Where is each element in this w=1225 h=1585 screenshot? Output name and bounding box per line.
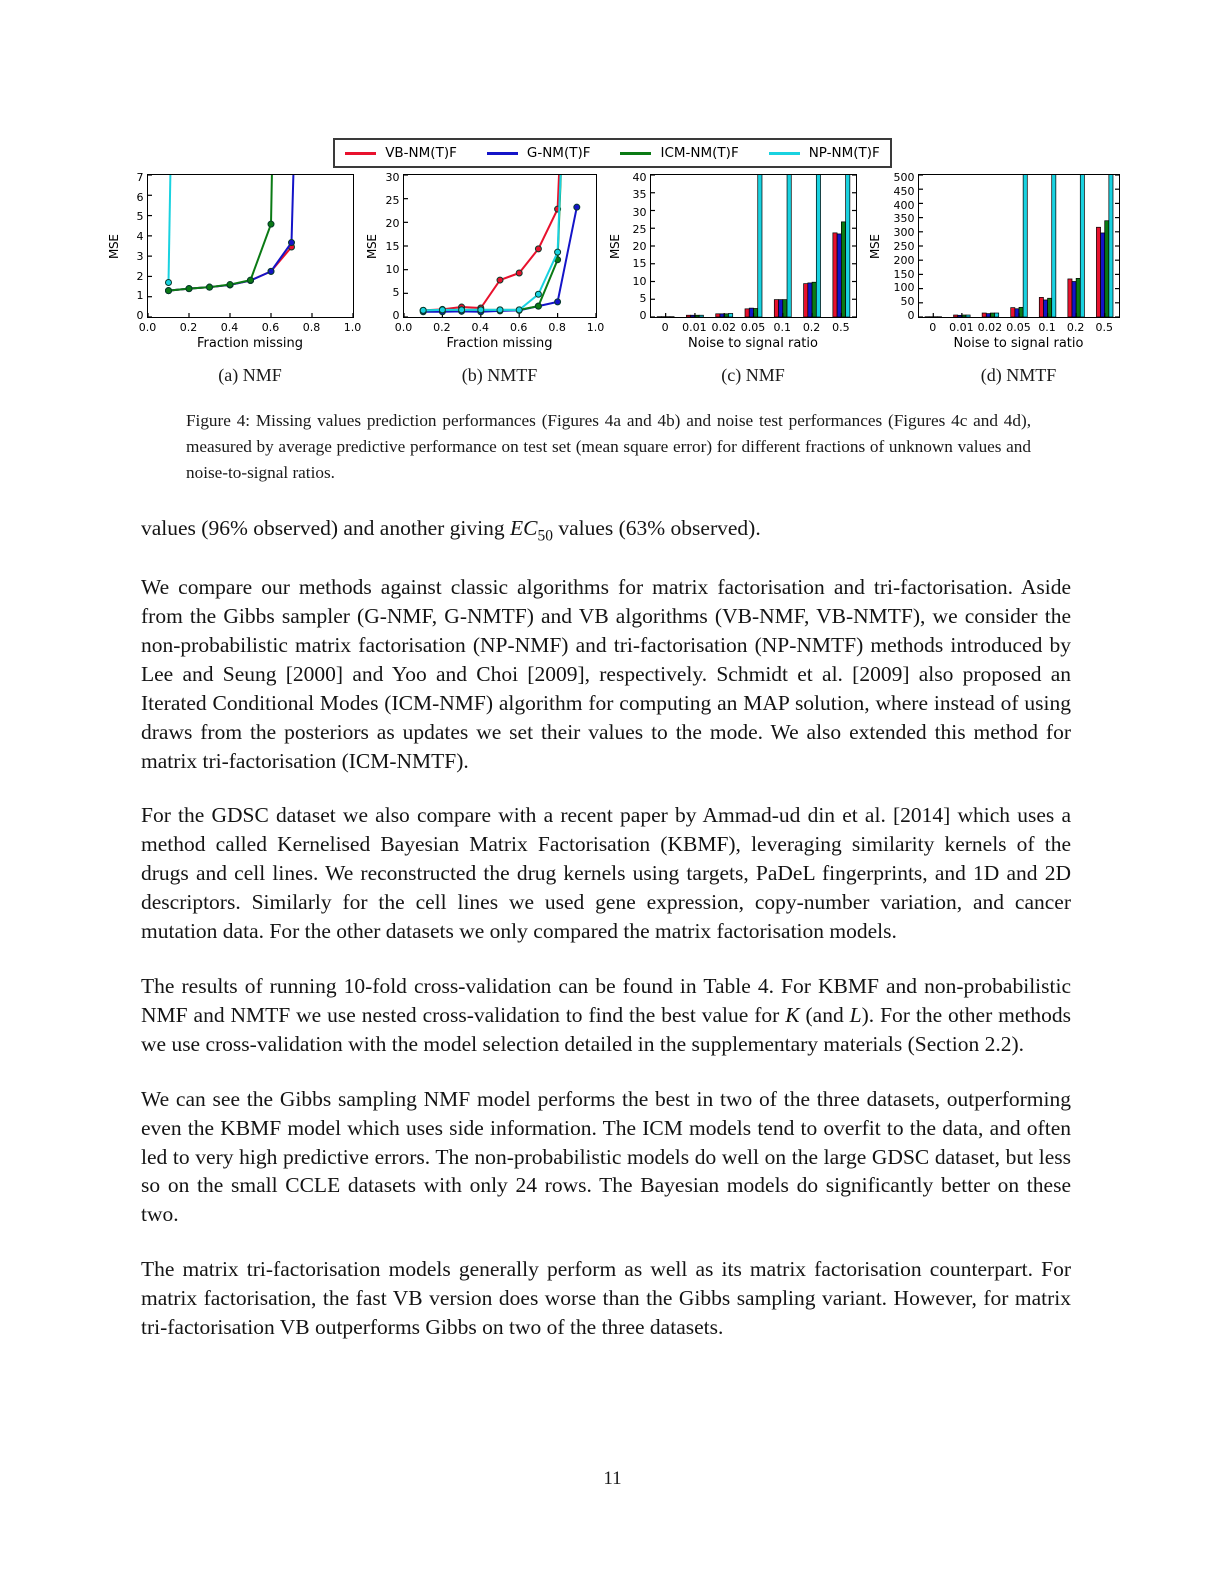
data-point-marker: [458, 307, 464, 313]
legend-line-icon: [620, 152, 651, 155]
figure-caption: Figure 4: Missing values prediction performances (Figures 4a and 4b) and noise test performances (Figures 4c and 4d), measured by average predictive performance on test set (mean square error) for different fractions of unknown values and noise-to-signal ratios.: [186, 411, 1031, 483]
bar: [745, 309, 749, 317]
page-number: 11: [603, 1468, 622, 1489]
bar: [1047, 298, 1051, 317]
legend-item-0: [345, 145, 457, 161]
x-tick-label: 0.05: [740, 321, 766, 334]
x-tick-label: 0: [929, 321, 937, 334]
bar: [832, 233, 836, 317]
x-tick-label: 0.1: [1038, 321, 1056, 334]
paragraph-0: values (96% observed) and another giving $EC_{50}$ values (63% observed).: [141, 516, 761, 545]
data-point-marker: [165, 280, 171, 286]
x-tick-labels: [651, 319, 856, 335]
x-tick-label: 0.2: [802, 321, 821, 334]
bar: [841, 222, 845, 317]
bar: [837, 234, 841, 317]
data-point-marker: [477, 307, 483, 313]
data-point-marker: [573, 204, 579, 210]
bar: [990, 313, 994, 317]
subfigure-caption-3: (d) NMTF: [980, 365, 1057, 385]
x-tick-label: 0.6: [509, 321, 528, 334]
x-tick-label: 0.02: [977, 321, 1003, 334]
axes-wrapper: [867, 171, 1120, 322]
x-tick-label: 0.5: [1095, 321, 1113, 334]
bar: [694, 315, 698, 317]
paragraph-2: For the GDSC dataset we also compare with a recent paper by Ammad-ud din et al. [2014] which uses a method called Kernelised Bayesian Matrix Factorisation (KBMF), leveraging similarity kernels of the drugs and cell lines. We reconstructed the drug kernels using targets, PaDeL fingerprints, and 1D and 2D descriptors. Similarly for the cell lines we used gene expression, copy-number variation, and cancer mutation data. For the other datasets we only compared the matrix factorisation models.: [141, 803, 1071, 944]
bar: [994, 313, 998, 317]
x-tick-label: 0.2: [433, 321, 451, 334]
bar: [807, 283, 811, 317]
series-line: [168, 175, 312, 291]
bar: [966, 315, 970, 317]
bar: [1096, 227, 1100, 317]
chart-panel-0: [106, 171, 362, 386]
x-tick-label: 0.4: [220, 321, 239, 334]
body-text: [141, 514, 1071, 1342]
series-line: [423, 175, 577, 310]
plot-area: [403, 174, 597, 318]
figure-4: [0, 138, 1225, 386]
legend-item-1: [487, 145, 591, 161]
legend-item-2: [620, 145, 738, 161]
bar: [782, 300, 786, 317]
bar: [690, 315, 694, 317]
paragraph-3: The results of running 10-fold cross-validation can be found in Table 4. For KBMF and non-probabilistic NMF and NMTF we use nested cross-validation to find the best value for K (and L). For the other methods we use cross-validation with the model selection detailed in the supplementary materials (Section 2.2).: [141, 973, 1072, 1056]
bar: [1072, 282, 1076, 318]
x-tick-labels: [394, 319, 605, 335]
bar: [1023, 175, 1027, 317]
bar: [953, 315, 957, 317]
bar: [728, 313, 732, 317]
x-axis-label: Fraction missing: [197, 336, 303, 351]
bar: [749, 308, 753, 317]
bar: [724, 314, 728, 317]
bar: [816, 175, 820, 317]
x-tick-label: 1.0: [586, 321, 605, 334]
chart-panel-2: [607, 171, 857, 386]
bar: [986, 314, 990, 317]
figure-legend-row: [0, 138, 1225, 168]
x-axis-label: Fraction missing: [446, 336, 553, 351]
x-tick-label: 0.6: [261, 321, 280, 334]
x-tick-labels: [919, 319, 1119, 335]
y-axis-label: MSE: [364, 234, 379, 259]
legend-label: G-NM(T)F: [526, 145, 591, 161]
legend-line-icon: [769, 152, 800, 155]
x-tick-label: 0.0: [138, 321, 157, 334]
bar: [1039, 297, 1043, 317]
y-axis-label: MSE: [607, 234, 622, 259]
data-point-marker: [516, 270, 522, 276]
bar: [753, 308, 757, 317]
subfigure-caption-2: (c) NMF: [721, 365, 785, 385]
bar: [1043, 300, 1047, 317]
bar: [845, 175, 849, 317]
bar: [1019, 307, 1023, 317]
data-point-marker: [268, 268, 274, 274]
y-axis-label: MSE: [106, 234, 121, 259]
y-tick-labels: 7 6 5 4 3 2 1 0: [136, 171, 144, 322]
bar: [1014, 309, 1018, 317]
y-axis-label: MSE: [867, 234, 882, 259]
bar: [1080, 175, 1084, 317]
x-tick-label: 0.0: [394, 321, 413, 334]
data-point-marker: [165, 288, 171, 294]
data-point-marker: [247, 277, 253, 283]
bar: [957, 315, 961, 317]
bar: [774, 300, 778, 317]
bar: [757, 175, 761, 317]
y-tick-labels: 500 450 400 350 300 250 200 150 100 50 0: [893, 171, 915, 322]
x-tick-label: 0.5: [832, 321, 850, 334]
figure-legend: [333, 138, 892, 168]
bar: [715, 314, 719, 317]
plot-area: [147, 174, 354, 318]
paragraph-1: We compare our methods against classic algorithms for matrix factorisation and tri-factorisation. Aside from the Gibbs sampler (G-NMF, G-NMTF) and VB algorithms (VB-NMF, VB-NMTF), we consider the non-probabilistic matrix factorisation (NP-NMF) and tri-factorisation (NP-NMTF) methods introduced by Lee and Seung [2000] and Yoo and Choi [2009], respectively. Schmidt et al. [2009] also proposed an Iterated Conditional Modes (ICM-NMF) algorithm for computing an MAP solution, where instead of using draws from the posteriors as updates we set their values to the mode. We also extended this method for matrix tri-factorisation (ICM-NMTF).: [141, 575, 1071, 773]
bar: [1108, 175, 1112, 317]
x-tick-label: 0.01: [949, 321, 974, 334]
x-tick-label: 0: [661, 321, 669, 334]
figure-panels: [0, 171, 1225, 386]
x-tick-label: 0.8: [302, 321, 321, 334]
bar: [1100, 233, 1104, 317]
bar: [1076, 278, 1080, 317]
legend-label: NP-NM(T)F: [808, 145, 880, 161]
axes-wrapper: [607, 171, 857, 322]
bar: [686, 315, 690, 317]
paragraph-4: We can see the Gibbs sampling NMF model performs the best in two of the three datasets, outperforming even the KBMF model which uses side information. The ICM models tend to overfit to the data, and often led to very high predictive errors. The non-probabilistic models do well on the large GDSC dataset, but less so on the small CCLE datasets with only 24 rows. The Bayesian models do significantly better on these two.: [141, 1086, 1071, 1227]
x-tick-label: 1.0: [343, 321, 362, 334]
bar: [1104, 221, 1108, 317]
legend-label: VB-NM(T)F: [385, 145, 457, 161]
axes-wrapper: [364, 171, 597, 322]
series-line: [423, 175, 577, 310]
bar: [699, 315, 703, 317]
data-point-marker: [186, 286, 192, 292]
subfigure-caption-1: (b) NMTF: [461, 365, 538, 385]
ec50-symbol: EC: [509, 516, 538, 540]
x-tick-label: 0.02: [711, 321, 736, 334]
series-line: [168, 175, 189, 283]
chart-panel-3: [867, 171, 1120, 386]
bar: [1010, 308, 1014, 317]
x-tick-labels: [138, 319, 362, 335]
x-tick-label: 0.2: [179, 321, 198, 334]
x-axis-label: Noise to signal ratio: [688, 336, 818, 351]
data-point-marker: [439, 307, 445, 313]
x-tick-label: 0.8: [548, 321, 566, 334]
bar: [719, 314, 723, 317]
bar: [787, 175, 791, 317]
y-tick-labels: 40 35 30 25 20 15 10 5 0: [632, 171, 647, 322]
bar: [1067, 279, 1071, 317]
data-point-marker: [554, 299, 560, 305]
data-point-marker: [497, 307, 503, 313]
data-point-marker: [206, 284, 212, 290]
data-point-marker: [227, 282, 233, 288]
x-tick-label: 0.2: [1066, 321, 1085, 334]
bar: [778, 300, 782, 317]
x-tick-label: 0.1: [773, 321, 792, 334]
data-point-marker: [516, 307, 522, 313]
data-point-marker: [535, 291, 541, 297]
legend-line-icon: [487, 152, 518, 155]
data-point-marker: [268, 221, 274, 227]
bar: [812, 282, 816, 317]
data-point-marker: [288, 240, 294, 246]
y-tick-labels: 30 25 20 15 10 5 0: [385, 171, 400, 322]
legend-line-icon: [345, 152, 376, 155]
chart-panel-1: [364, 171, 605, 386]
subfigure-caption-0: (a) NMF: [218, 365, 282, 385]
bar: [1051, 175, 1055, 317]
bar: [961, 315, 965, 317]
data-point-marker: [420, 307, 426, 313]
data-point-marker: [497, 277, 503, 283]
plot-area: [918, 174, 1120, 318]
bar: [982, 313, 986, 317]
axes-wrapper: [106, 171, 354, 322]
x-axis-label: Noise to signal ratio: [953, 336, 1084, 351]
x-tick-label: 0.4: [471, 321, 490, 334]
bar: [803, 284, 807, 317]
legend-item-3: [769, 145, 880, 161]
paragraph-5: The matrix tri-factorisation models generally perform as well as its matrix factorisation counterpart. For matrix factorisation, the fast VB version does worse than the Gibbs sampling variant. However, for matrix tri-factorisation VB outperforms Gibbs on two of the three datasets.: [141, 1257, 1071, 1340]
data-point-marker: [554, 249, 560, 255]
series-line: [423, 175, 577, 310]
legend-label: ICM-NM(T)F: [660, 145, 739, 161]
x-tick-label: 0.05: [1006, 321, 1031, 334]
data-point-marker: [535, 303, 541, 309]
x-tick-label: 0.01: [682, 321, 707, 334]
plot-area: [650, 174, 857, 318]
data-point-marker: [535, 246, 541, 252]
